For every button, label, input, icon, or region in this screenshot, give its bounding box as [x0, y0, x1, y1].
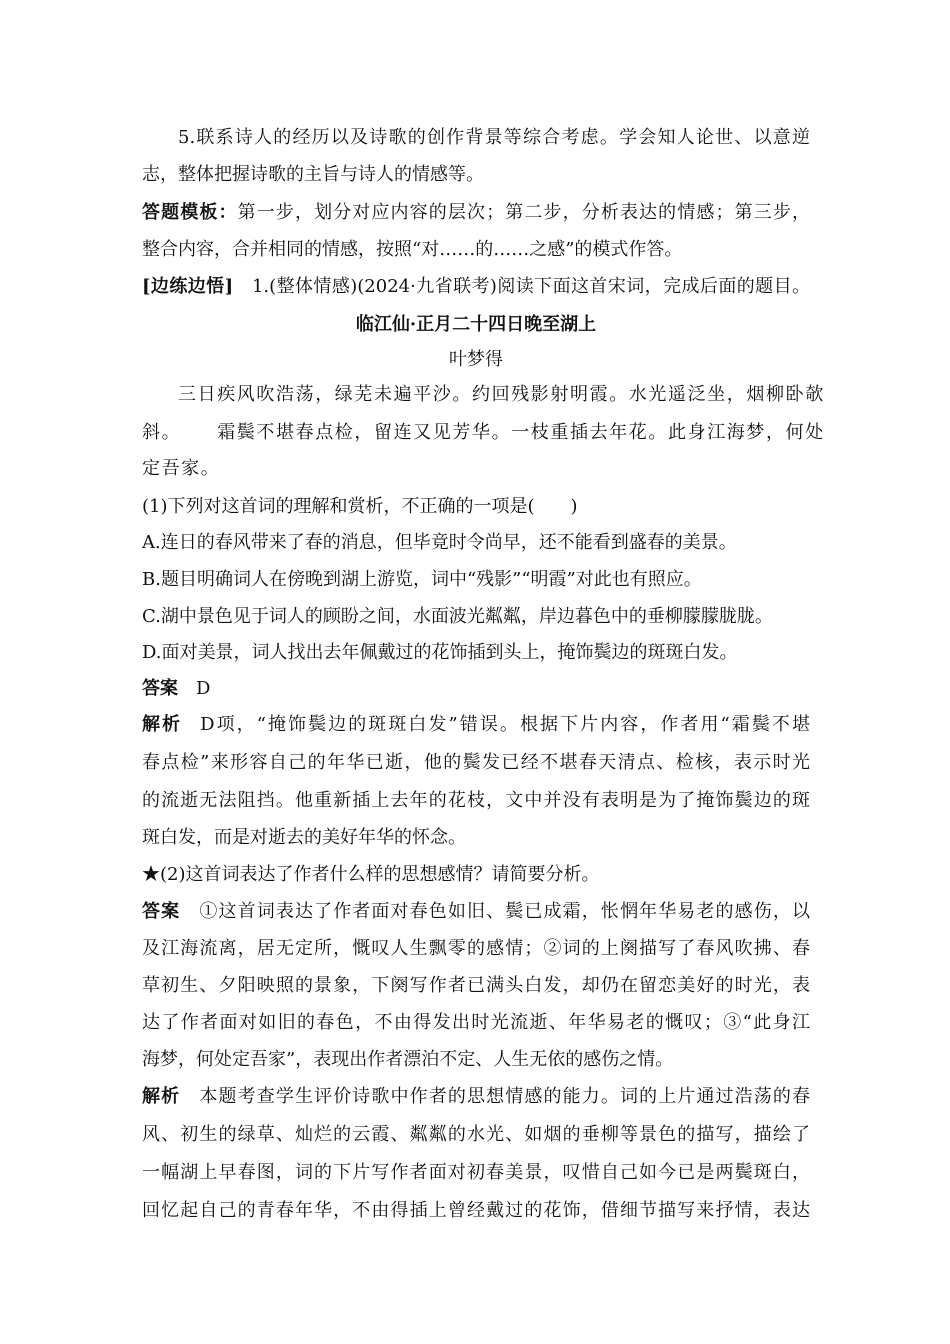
poem-line-2 — [142, 421, 825, 445]
question-1-option-a: A.连日的春风带来了春的消息，但毕竟时令尚早，还不能看到盛春的美景。 — [142, 532, 737, 553]
question-1-option-c: C.湖中景色见于词人的顾盼之间，水面波光粼粼，岸边暮色中的垂柳朦朦胧胧。 — [142, 606, 773, 627]
question-1-option-b: B.题目明确词人在傍晚到湖上游览，词中“残影”“明霞”对此也有照应。 — [142, 569, 702, 590]
analysis-text: 本题考查学生评价诗歌中作者的思想情感的能力。词的上片通过浩荡的春 — [198, 1086, 811, 1107]
question-1-answer — [142, 677, 810, 701]
question-2-analysis-line-1 — [142, 1085, 810, 1109]
question-1-analysis-line-1 — [142, 713, 810, 737]
question-1-option-d: D.面对美景，词人找出去年佩戴过的花饰插到头上，掩饰鬓边的斑斑白发。 — [142, 642, 738, 663]
poem-line-1: 三日疾风吹浩荡，绿芜未遍平沙。约回残影射明霞。水光遥泛坐，烟柳卧欹 — [178, 384, 825, 405]
question-1-analysis-line-3: 的流逝无法阻挡。他重新插上去年的花枝，文中并没有表明是为了掩饰鬓边的斑 — [142, 790, 810, 811]
question-2-analysis-line-2: 风、初生的绿草、灿烂的云霞、粼粼的水光、如烟的垂柳等景色的描写，描绘了 — [142, 1124, 810, 1145]
poem-line-2-rest: 霜鬓不堪春点检，留连又见芳华。一枝重插去年花。此身江海梦，何处 — [217, 422, 825, 443]
poem-line-3: 定吾家。 — [142, 458, 221, 479]
poem-author: 叶梦得 — [449, 349, 503, 370]
template-line-1 — [142, 201, 810, 225]
question-2-answer-line-1 — [142, 900, 810, 924]
practice-label: [边练边悟] — [142, 276, 234, 297]
answer-label: 答案 — [142, 678, 178, 699]
analysis-label: 解析 — [142, 714, 183, 735]
question-2-answer-line-3: 草初生、夕阳映照的景象，下阕写作者已满头白发，却仍在留恋美好的时光，表 — [142, 975, 810, 996]
question-2-answer-line-4: 达了作者面对如旧的春色，不由得发出时光流逝、年华易老的慨叹；③“此身江 — [142, 1012, 810, 1033]
question-2-answer-line-5: 海梦，何处定吾家”，表现出作者漂泊不定、人生无依的感伤之情。 — [142, 1049, 674, 1070]
template-label: 答题模板： — [142, 202, 238, 223]
answer-value: D — [196, 678, 211, 699]
question-1-analysis-line-4: 斑白发，而是对逝去的美好年华的怀念。 — [142, 827, 466, 848]
question-2-analysis-line-3: 一幅湖上早春图，词的下片写作者面对初春美景，叹惜自己如今已是两鬓斑白， — [142, 1162, 810, 1183]
question-1-stem: (1)下列对这首词的理解和赏析，不正确的一项是( ) — [142, 496, 578, 517]
answer-text: ①这首词表达了作者面对春色如旧、鬓已成霜，怅惘年华易老的感伤，以 — [198, 901, 811, 922]
answer-label: 答案 — [142, 901, 181, 922]
analysis-label: 解析 — [142, 1086, 181, 1107]
question-1-analysis-line-2: 春点检”来形容自己的年华已逝，他的鬓发已经不堪春天清点、检核，表示时光 — [142, 752, 810, 773]
question-2-stem: ★(2)这首词表达了作者什么样的思想感情？请简要分析。 — [142, 864, 600, 885]
practice-line — [142, 275, 810, 299]
paragraph-5-line-1: 5.联系诗人的经历以及诗歌的创作背景等综合考虑。学会知人论世、以意逆 — [178, 127, 810, 148]
analysis-text: D项，“掩饰鬓边的斑斑白发”错误。根据下片内容，作者用“霜鬓不堪 — [200, 714, 810, 735]
poem-title: 临江仙·正月二十四日晚至湖上 — [355, 314, 597, 335]
practice-text: 1.(整体情感)(2024·九省联考)阅读下面这首宋词，完成后面的题目。 — [251, 276, 811, 297]
question-2-answer-line-2: 及江海流离，居无定所，慨叹人生飘零的感情；②词的上阕描写了春风吹拂、春 — [142, 938, 810, 959]
question-2-analysis-line-4: 回忆起自己的青春年华，不由得插上曾经戴过的花饰，借细节描写来抒情，表达 — [142, 1200, 810, 1221]
poem-line-2-start: 斜。 — [142, 422, 182, 443]
template-text-1: 第一步，划分对应内容的层次；第二步，分析表达的情感；第三步， — [237, 202, 811, 223]
paragraph-5-line-2: 志，整体把握诗歌的主旨与诗人的情感等。 — [142, 164, 484, 185]
template-line-2: 整合内容，合并相同的情感，按照“对……的……之感”的模式作答。 — [142, 239, 683, 260]
